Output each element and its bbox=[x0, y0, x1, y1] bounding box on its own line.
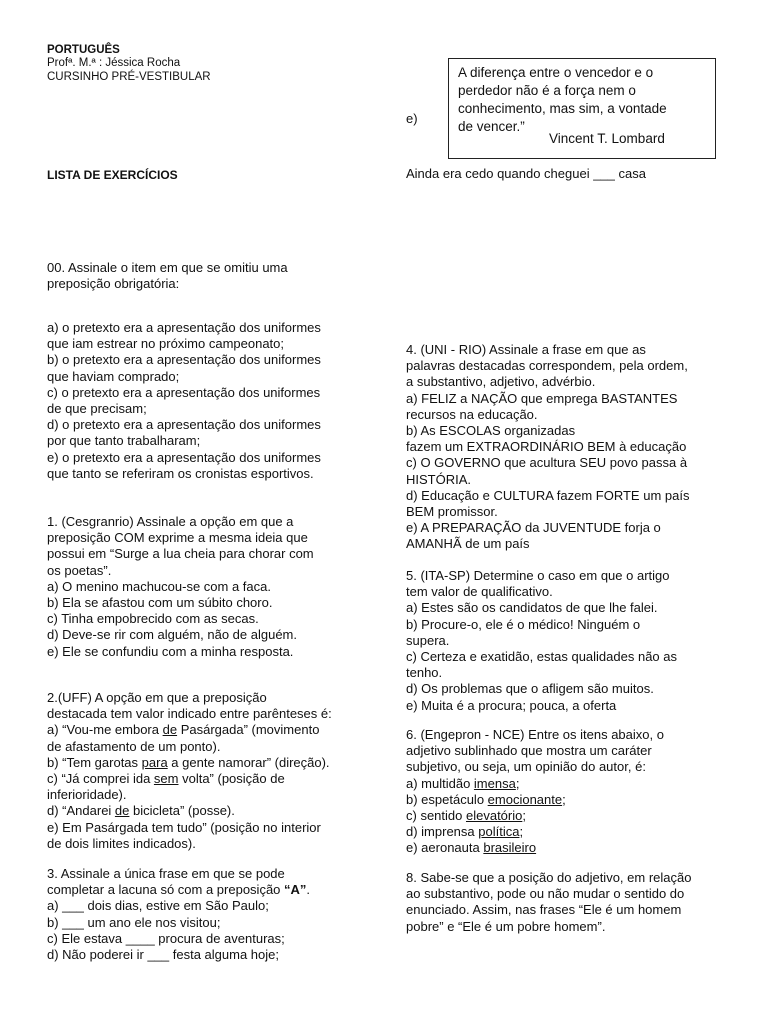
text-span: e) aeronauta bbox=[406, 840, 484, 856]
text-line: palavras destacadas correspondem, pela ordem, bbox=[406, 358, 688, 374]
text-line: c) Ele estava ____ procura de aventuras; bbox=[47, 930, 285, 946]
text-line: c) Tinha empobrecido com as secas. bbox=[47, 611, 259, 627]
text-line: a) ___ dois dias, estive em São Paulo; bbox=[47, 898, 269, 914]
underlined-word: imensa bbox=[473, 775, 516, 791]
text-line: de dois limites indicados). bbox=[47, 835, 196, 851]
text-span: b) “Tem garotas bbox=[47, 754, 142, 770]
underlined-word: de bbox=[114, 803, 130, 819]
question-8 bbox=[406, 870, 691, 935]
text-line: pobre” e “Ele é um pobre homem”. bbox=[406, 918, 606, 934]
text-line: que tanto se referiram os cronistas esportivos. bbox=[47, 465, 314, 481]
teacher-line: Profª. M.ª : Jéssica Rocha bbox=[47, 57, 181, 69]
option-line bbox=[47, 803, 332, 819]
text-span: c) sentido bbox=[406, 808, 466, 824]
list-title: LISTA DE EXERCÍCIOS bbox=[47, 168, 178, 182]
text-span: a) “Vou-me embora bbox=[47, 722, 163, 738]
quote-text bbox=[458, 64, 667, 136]
text-line: preposição COM exprime a mesma ideia que bbox=[47, 530, 308, 546]
text-span: a gente namorar” (direção). bbox=[167, 754, 330, 770]
text-line: e) A PREPARAÇÃO da JUVENTUDE forja o bbox=[406, 520, 661, 536]
text-span: volta” (posição de bbox=[178, 771, 285, 787]
text-span: . bbox=[306, 882, 311, 898]
text-line: recursos na educação. bbox=[406, 406, 538, 422]
text-line: b) Ela se afastou com um súbito choro. bbox=[47, 595, 273, 611]
text-span: b) espetáculo bbox=[406, 791, 488, 807]
quote-option-label: e) bbox=[406, 111, 418, 126]
question-00-options bbox=[47, 320, 321, 482]
text-line: fazem um EXTRAORDINÁRIO BEM à educação bbox=[406, 439, 687, 455]
text-span: a) multidão bbox=[406, 775, 474, 791]
text-line: b) ___ um ano ele nos visitou; bbox=[47, 914, 221, 930]
option-line bbox=[406, 808, 664, 824]
question-5 bbox=[406, 568, 677, 714]
text-line bbox=[47, 882, 310, 898]
option-line bbox=[406, 792, 664, 808]
text-line: por que tanto trabalharam; bbox=[47, 433, 201, 449]
text-line: preposição obrigatória: bbox=[47, 276, 180, 292]
text-line: c) O GOVERNO que acultura SEU povo passa à bbox=[406, 455, 688, 471]
text-line: que haviam comprado; bbox=[47, 368, 180, 384]
text-line: e) Ele se confundiu com a minha resposta. bbox=[47, 643, 294, 659]
text-line: BEM promissor. bbox=[406, 504, 498, 520]
question-4 bbox=[406, 342, 689, 553]
quote-author: Vincent T. Lombard bbox=[549, 131, 665, 146]
text-line: 2.(UFF) A opção em que a preposição bbox=[47, 690, 267, 705]
underlined-word: de bbox=[162, 722, 178, 738]
bold-letter: “A” bbox=[284, 882, 307, 898]
underlined-word: política bbox=[478, 824, 520, 840]
text-span: ; bbox=[519, 824, 524, 840]
quote-line: perdedor não é a força nem o bbox=[458, 83, 636, 98]
underlined-word: brasileiro bbox=[483, 840, 537, 856]
subject-heading: PORTUGUÊS bbox=[47, 44, 120, 56]
underlined-word: sem bbox=[153, 771, 179, 787]
question-6 bbox=[406, 727, 664, 857]
option-line bbox=[47, 771, 332, 787]
text-line: d) Os problemas que o afligem são muitos. bbox=[406, 681, 654, 697]
quote-box bbox=[448, 58, 716, 159]
text-line: subjetivo, ou seja, um opinião do autor, é: bbox=[406, 759, 646, 775]
text-span: completar a lacuna só com a preposição bbox=[47, 882, 285, 898]
option-line bbox=[47, 755, 332, 771]
option-line bbox=[406, 824, 664, 840]
text-line: c) o pretexto era a apresentação dos uniformes bbox=[47, 384, 321, 400]
text-line: 3. Assinale a única frase em que se pode bbox=[47, 866, 285, 881]
text-line: d) Educação e CULTURA fazem FORTE um país bbox=[406, 487, 690, 503]
text-line: tem valor de qualificativo. bbox=[406, 584, 553, 600]
text-line: inferioridade). bbox=[47, 787, 127, 803]
text-line: d) o pretexto era a apresentação dos uniformes bbox=[47, 417, 321, 433]
text-line: d) Deve-se rir com alguém, não de alguém. bbox=[47, 627, 298, 643]
text-line: e) Muita é a procura; pouca, a oferta bbox=[406, 697, 617, 713]
text-line: ao substantivo, pode ou não mudar o sentido do bbox=[406, 886, 685, 902]
text-span: bicicleta” (posse). bbox=[129, 803, 235, 819]
text-span: ; bbox=[515, 775, 520, 791]
question-00-stem bbox=[47, 260, 288, 292]
text-line: a substantivo, adjetivo, advérbio. bbox=[406, 374, 596, 390]
text-line: 1. (Cesgranrio) Assinale a opção em que a bbox=[47, 514, 294, 529]
underlined-word: para bbox=[141, 754, 168, 770]
quote-line: conhecimento, mas sim, a vontade bbox=[458, 101, 667, 116]
text-span: d) “Andarei bbox=[47, 803, 115, 819]
option-line bbox=[47, 722, 332, 738]
text-line: a) Estes são os candidatos de que lhe falei. bbox=[406, 600, 658, 616]
text-line: 6. (Engepron - NCE) Entre os itens abaixo, o bbox=[406, 727, 664, 742]
underlined-word: emocionante bbox=[487, 791, 563, 807]
intro-sentence: Ainda era cedo quando cheguei ___ casa bbox=[406, 166, 646, 181]
option-line bbox=[406, 776, 664, 792]
text-line: enunciado. Assim, nas frases “Ele é um homem bbox=[406, 902, 682, 918]
text-span: ; bbox=[562, 791, 566, 807]
option-line bbox=[406, 840, 664, 856]
text-line: 00. Assinale o item em que se omitiu uma bbox=[47, 260, 288, 275]
text-line: a) O menino machucou-se com a faca. bbox=[47, 578, 271, 594]
course-line: CURSINHO PRÉ-VESTIBULAR bbox=[47, 71, 211, 83]
text-line: tenho. bbox=[406, 665, 443, 681]
text-line: b) As ESCOLAS organizadas bbox=[406, 423, 576, 439]
question-1 bbox=[47, 514, 314, 660]
text-span: c) “Já comprei ida bbox=[47, 771, 154, 787]
text-line: d) Não poderei ir ___ festa alguma hoje; bbox=[47, 947, 279, 963]
text-line: a) FELIZ a NAÇÃO que emprega BASTANTES bbox=[406, 390, 678, 406]
text-line: AMANHÃ de um país bbox=[406, 536, 530, 552]
text-line: c) Certeza e exatidão, estas qualidades não as bbox=[406, 649, 678, 665]
quote-line: A diferença entre o vencedor e o bbox=[458, 65, 654, 80]
text-line: adjetivo sublinhado que mostra um caráter bbox=[406, 743, 652, 759]
text-line: que iam estrear no próximo campeonato; bbox=[47, 336, 285, 352]
text-line: possui em “Surge a lua cheia para chorar com bbox=[47, 546, 314, 562]
text-line: b) Procure-o, ele é o médico! Ninguém o bbox=[406, 616, 641, 632]
text-line: supera. bbox=[406, 632, 450, 648]
question-3 bbox=[47, 866, 310, 963]
text-span: d) imprensa bbox=[406, 824, 479, 840]
text-line: 5. (ITA-SP) Determine o caso em que o artigo bbox=[406, 568, 670, 583]
text-line: destacada tem valor indicado entre parênteses é: bbox=[47, 706, 332, 722]
text-line: de afastamento de um ponto). bbox=[47, 738, 221, 754]
quote-line: de vencer.” bbox=[458, 119, 525, 134]
question-2 bbox=[47, 690, 332, 852]
underlined-word: elevatório bbox=[465, 808, 523, 824]
text-span: ; bbox=[522, 808, 526, 824]
text-line: a) o pretexto era a apresentação dos uniformes bbox=[47, 320, 321, 335]
text-line: 8. Sabe-se que a posição do adjetivo, em relação bbox=[406, 870, 692, 885]
text-line: de que precisam; bbox=[47, 401, 147, 417]
text-line: e) o pretexto era a apresentação dos uniformes bbox=[47, 449, 321, 465]
text-line: e) Em Pasárgada tem tudo” (posição no interior bbox=[47, 819, 321, 835]
text-line: 4. (UNI - RIO) Assinale a frase em que as bbox=[406, 342, 646, 357]
text-line: os poetas”. bbox=[47, 562, 112, 578]
text-span: Pasárgada” (movimento bbox=[177, 722, 320, 738]
text-line: HISTÓRIA. bbox=[406, 471, 472, 487]
text-line: b) o pretexto era a apresentação dos uniformes bbox=[47, 352, 321, 368]
